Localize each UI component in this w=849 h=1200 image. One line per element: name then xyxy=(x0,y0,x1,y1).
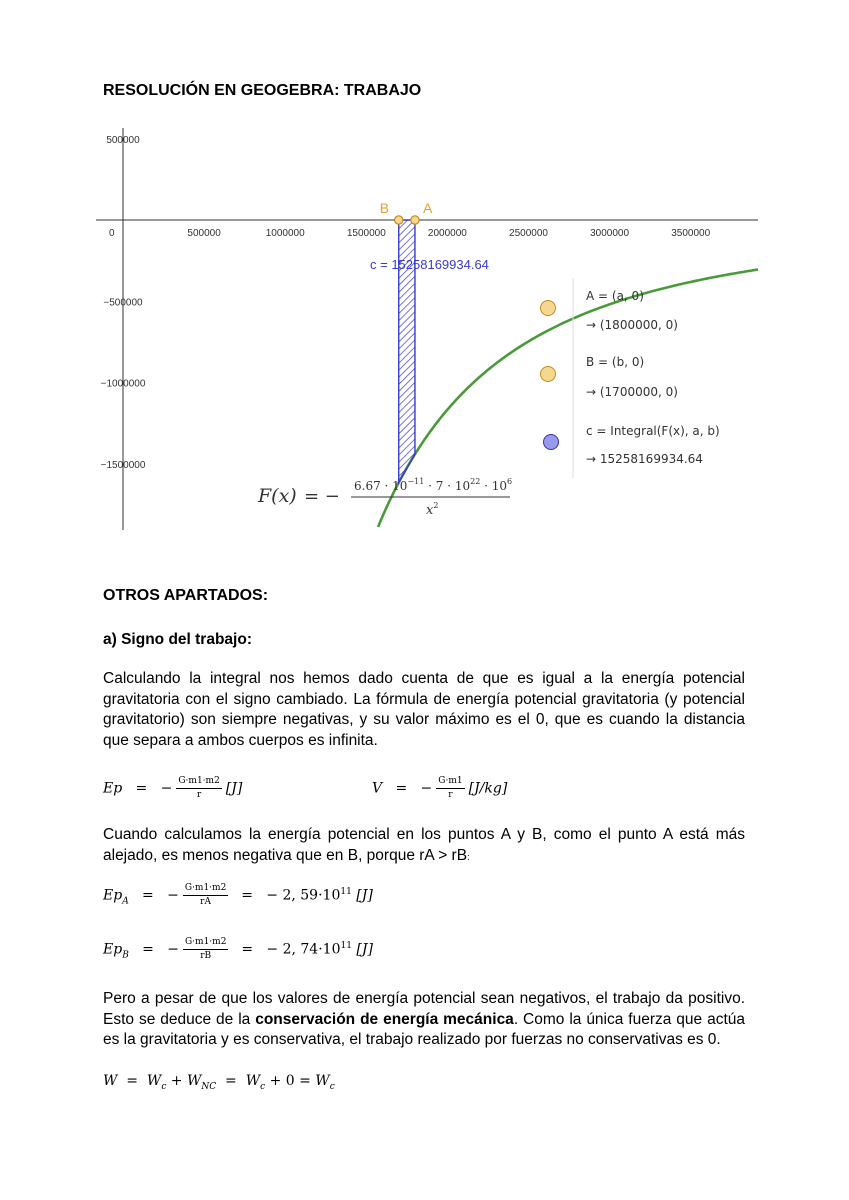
svg-text:A = (a, 0): A = (a, 0) xyxy=(586,289,644,303)
algebra-item-b[interactable] xyxy=(541,355,678,399)
x-tick-label: 500000 xyxy=(187,228,221,239)
y-tick-label: 500000 xyxy=(106,134,140,146)
geogebra-graph xyxy=(96,128,758,530)
section-heading-geogebra: RESOLUCIÓN EN GEOGEBRA: TRABAJO xyxy=(103,82,422,99)
svg-text:c = Integral(F(x), a, b): c = Integral(F(x), a, b) xyxy=(586,424,720,438)
y-tick-label: −500000 xyxy=(103,297,143,309)
equation-epa: $Ep_A$ = − $\frac{G\cdot m1\cdot m2}{rA}$ = − 2, $59\cdot 10^{11}$ [J] xyxy=(103,883,373,907)
x-tick-label: 2500000 xyxy=(509,228,548,239)
x-tick-label: 3000000 xyxy=(590,228,630,239)
x-tick-label: 2000000 xyxy=(427,228,467,239)
svg-text:= −: = − xyxy=(304,486,340,507)
formula-numerator: $6.67 \cdot 10^{-11} \cdot 7 \cdot 10^{22} \cdot 10^6$ xyxy=(354,477,513,493)
paragraph-integral: Calculando la integral nos hemos dado cuenta de que es igual a la energía potencial gravitatoria con el signo cambiado. La fórmula de energía potencial gravitatoria (y potencial gravitatorio) son siempre negativas, y su valor máximo es el 0, que es cuando la distancia que separa a ambos cuerpos es infinita. xyxy=(103,670,745,749)
y-tick-label: −1000000 xyxy=(100,378,146,390)
subsection-heading-signo: a) Signo del trabajo: xyxy=(103,631,252,648)
point-a-label: A xyxy=(422,200,433,216)
x-tick-label: 1500000 xyxy=(346,228,386,239)
y-tick-label: −1500000 xyxy=(100,459,146,471)
x-tick-label: 0 xyxy=(109,228,115,239)
integral-value-label: c = 15258169934.64 xyxy=(370,257,489,272)
svg-text:→ 15258169934.64: → 15258169934.64 xyxy=(586,452,703,466)
formula-denominator: $x^2$ xyxy=(426,501,439,518)
section-heading-otros: OTROS APARTADOS: xyxy=(103,587,269,604)
point-b[interactable] xyxy=(395,216,403,224)
svg-text:B = (b, 0): B = (b, 0) xyxy=(586,355,645,369)
formula-lhs: F(x) xyxy=(258,485,297,507)
equation-epb: $Ep_B$ = − $\frac{G\cdot m1\cdot m2}{rB}$ = − 2, $74\cdot 10^{11}$ [J] xyxy=(103,937,373,961)
equation-v: V = − $\frac{G\cdot m1}{r}$ [J/kg] xyxy=(372,776,508,800)
equation-work: $W = W_c + W_{NC} = W_c + 0 = W_c$ xyxy=(103,1073,335,1092)
x-tick-label: 3500000 xyxy=(671,228,711,239)
algebra-view xyxy=(541,278,720,478)
point-a[interactable] xyxy=(411,216,419,224)
paragraph-puntos: Cuando calculamos la energía potencial en los puntos A y B, como el punto A está más alejado, es menos negativa que en B, porque rA > rB: xyxy=(103,826,745,864)
x-tick-label: 1000000 xyxy=(265,228,305,239)
equation-ep: Ep = − $\frac{G\cdot m1\cdot m2}{r}$ [J] xyxy=(103,776,243,800)
paragraph-conservacion: Pero a pesar de que los valores de energía potencial sean negativos, el trabajo da positivo. Esto se deduce de la conservación de energía mecánica. Como la única fuerza que actúa es la gravitatoria y es conservativa, el trabajo realizado por fuerzas no conservativas es 0. xyxy=(103,990,746,1048)
point-b-label: B xyxy=(379,200,390,216)
svg-text:→ (1700000, 0): → (1700000, 0) xyxy=(586,385,678,399)
svg-text:→ (1800000, 0): → (1800000, 0) xyxy=(586,318,678,332)
algebra-item-c[interactable] xyxy=(544,424,720,466)
algebra-item-a[interactable] xyxy=(541,289,678,332)
